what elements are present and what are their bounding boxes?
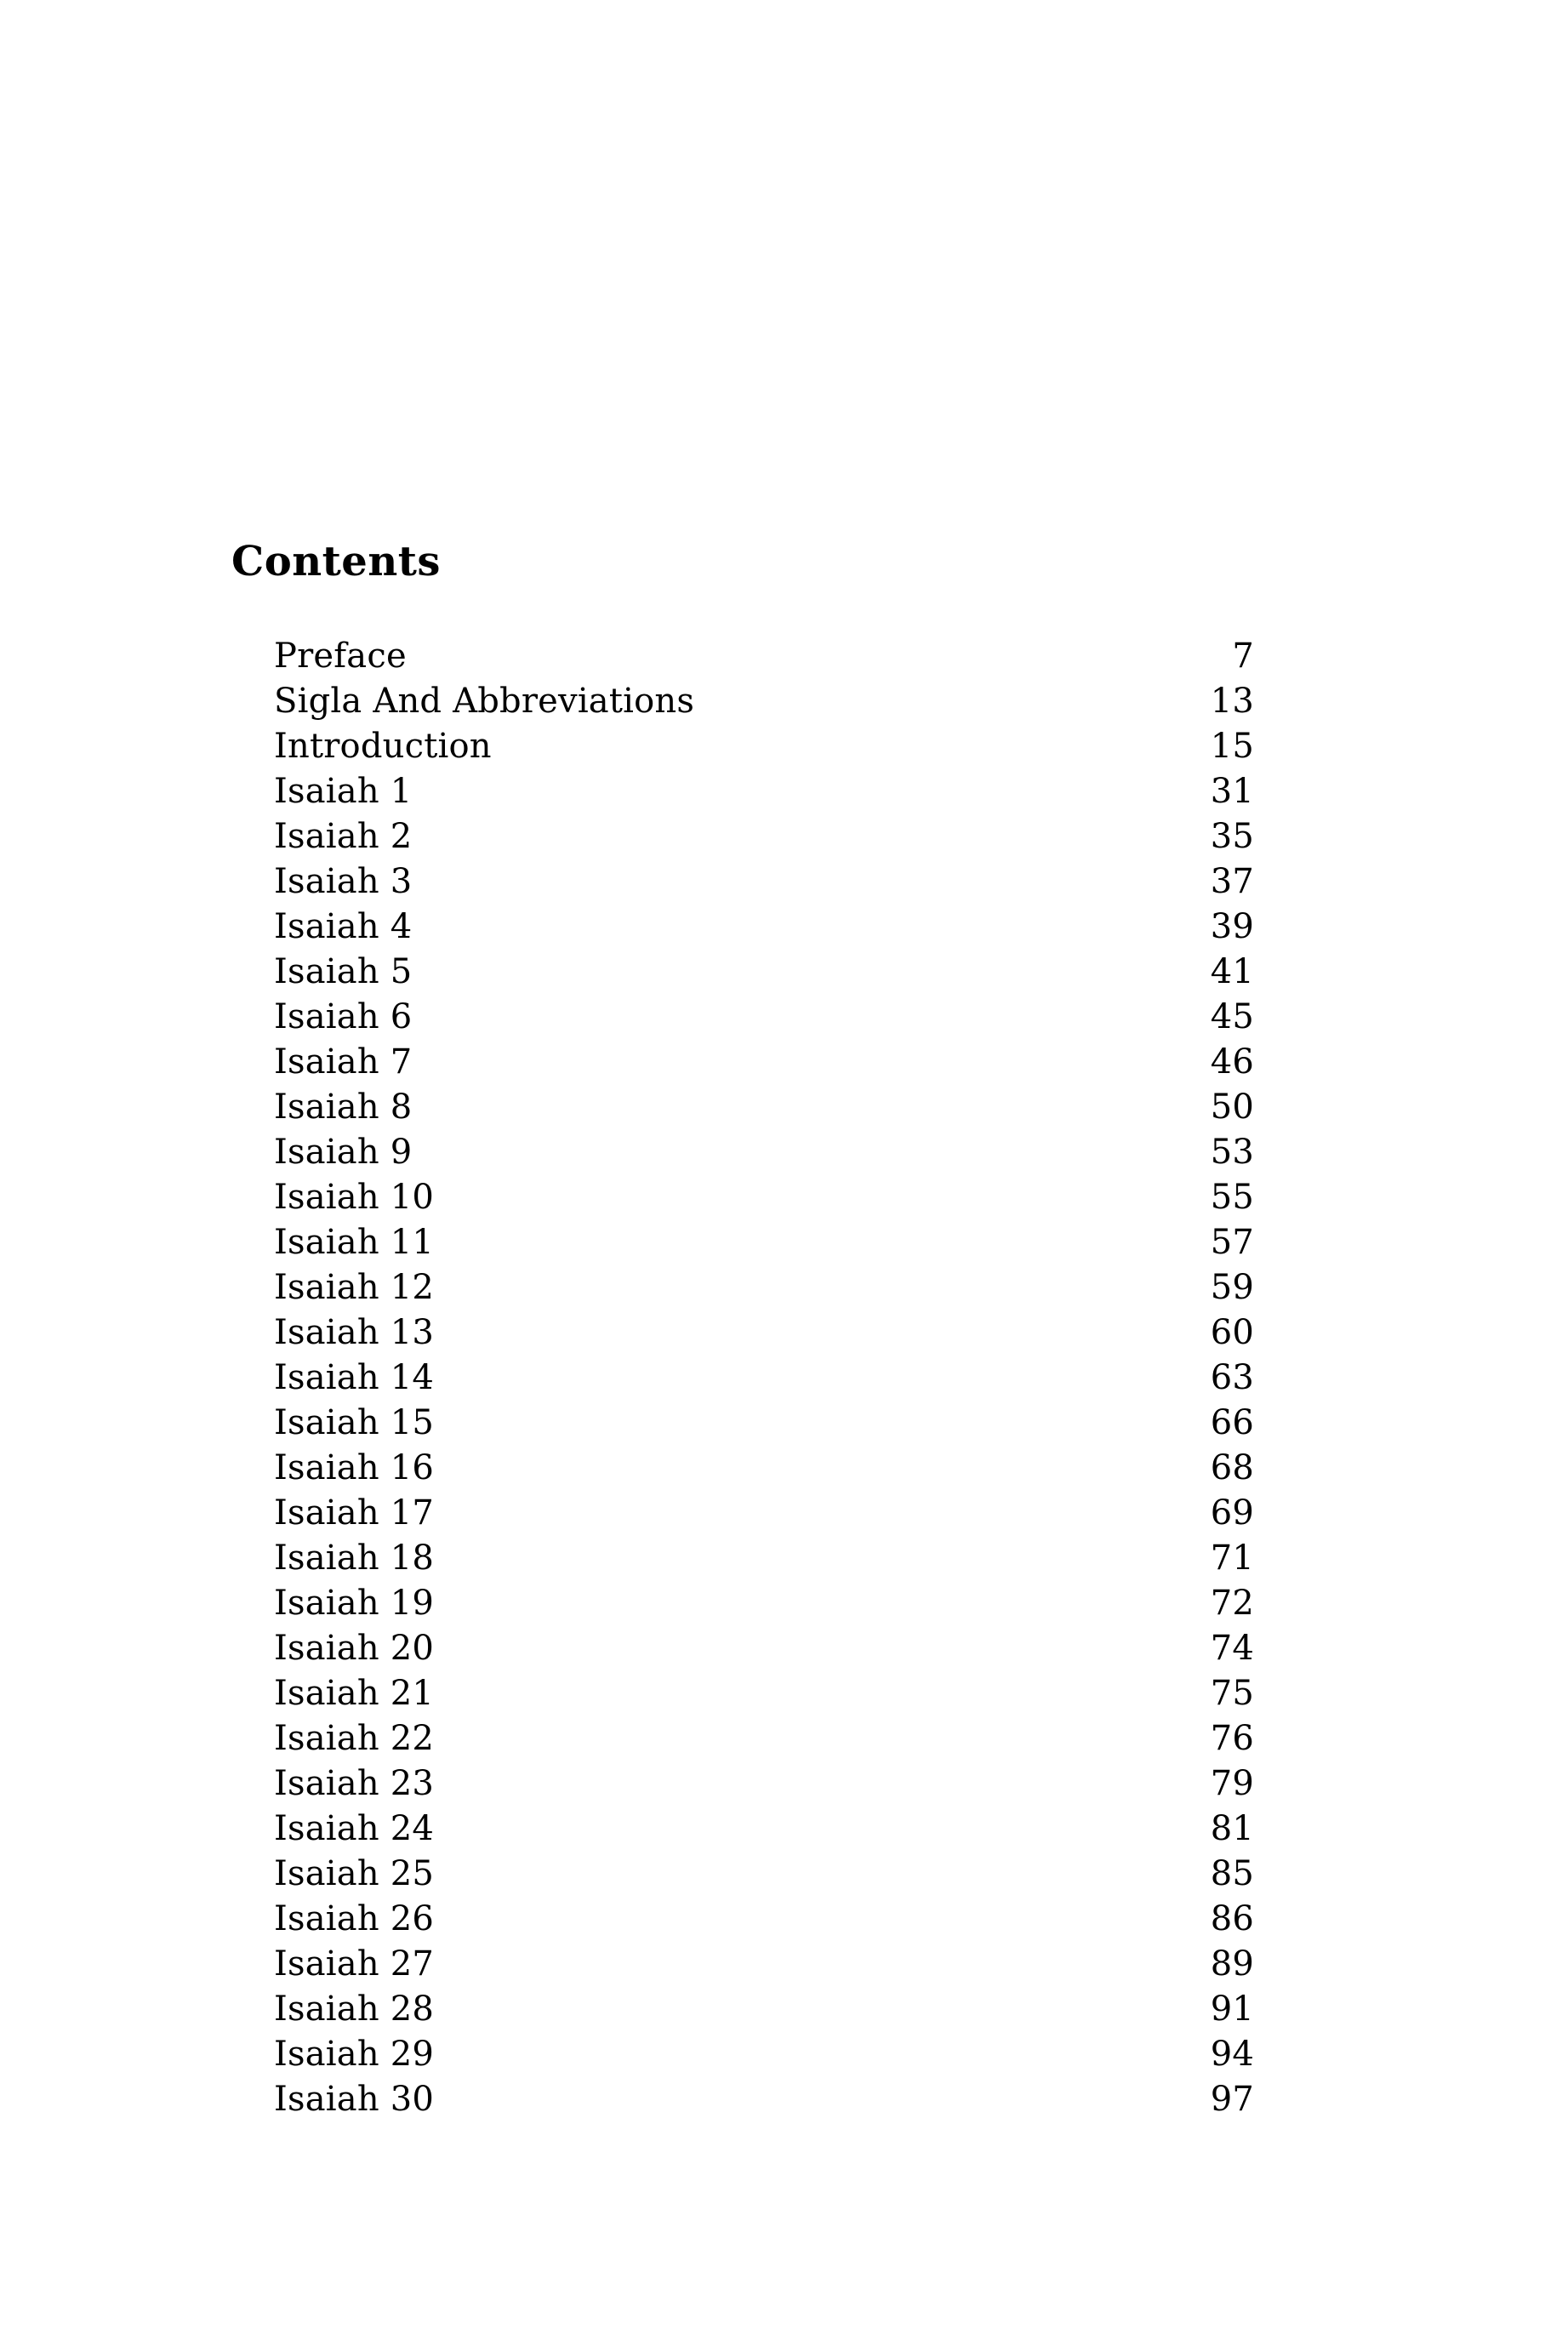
toc-entry-title: Isaiah 11 (274, 1223, 434, 1262)
toc-entry-title: Isaiah 9 (274, 1133, 413, 1172)
toc-entry-title: Introduction (274, 727, 492, 766)
toc-entry-title: Isaiah 19 (274, 1584, 434, 1623)
toc-entry (274, 995, 1254, 1040)
toc-entry-page-number: 15 (1210, 727, 1254, 766)
toc-entry-title: Isaiah 28 (274, 1989, 434, 2029)
toc-entry-title: Isaiah 14 (274, 1358, 434, 1397)
toc-entry-page-number: 68 (1210, 1448, 1254, 1487)
toc-entry-title: Preface (274, 637, 407, 676)
toc-entry-page-number: 60 (1210, 1313, 1254, 1352)
toc-entry-title: Isaiah 23 (274, 1764, 434, 1803)
toc-entry-page-number: 35 (1210, 817, 1254, 856)
toc-entry (274, 724, 1254, 769)
toc-entry (274, 2077, 1254, 2122)
toc-entry-page-number: 75 (1210, 1674, 1254, 1713)
toc-entry (274, 905, 1254, 950)
toc-entry (274, 1987, 1254, 2032)
toc-entry-title: Isaiah 13 (274, 1313, 434, 1352)
toc-entry-title: Isaiah 5 (274, 952, 413, 991)
toc-entry-page-number: 59 (1210, 1268, 1254, 1307)
toc-entry (274, 1356, 1254, 1401)
toc-entry (274, 1942, 1254, 1987)
toc-entry-page-number: 37 (1210, 862, 1254, 901)
toc-entry-page-number: 72 (1210, 1584, 1254, 1623)
toc-entry (274, 1807, 1254, 1852)
toc-entry (274, 814, 1254, 859)
toc-entry (274, 1401, 1254, 1446)
toc-entry (274, 2032, 1254, 2077)
toc-entry-title: Isaiah 29 (274, 2035, 434, 2074)
toc-entry (274, 1446, 1254, 1491)
toc-entry-page-number: 46 (1210, 1042, 1254, 1082)
toc-entry (274, 950, 1254, 995)
toc-entry-title: Isaiah 6 (274, 997, 413, 1036)
toc-entry-page-number: 57 (1210, 1223, 1254, 1262)
toc-entry (274, 1310, 1254, 1356)
toc-entry (274, 1536, 1254, 1581)
toc-entry-page-number: 66 (1210, 1403, 1254, 1442)
toc-entry-title: Isaiah 18 (274, 1539, 434, 1578)
toc-entry-title: Isaiah 16 (274, 1448, 434, 1487)
toc-entry (274, 859, 1254, 905)
table-of-contents (274, 634, 1254, 2122)
toc-entry (274, 1626, 1254, 1671)
toc-entry-title: Isaiah 7 (274, 1042, 413, 1082)
toc-entry-title: Isaiah 8 (274, 1088, 413, 1127)
toc-entry-page-number: 69 (1210, 1493, 1254, 1533)
toc-entry-page-number: 76 (1210, 1719, 1254, 1758)
toc-entry (274, 1761, 1254, 1807)
toc-entry (274, 1581, 1254, 1626)
toc-entry (274, 1852, 1254, 1897)
toc-entry (274, 1040, 1254, 1085)
toc-entry-title: Isaiah 2 (274, 817, 413, 856)
toc-entry-page-number: 86 (1210, 1899, 1254, 1938)
toc-entry-page-number: 41 (1210, 952, 1254, 991)
toc-entry (274, 1897, 1254, 1942)
toc-entry (274, 1130, 1254, 1175)
toc-entry-page-number: 31 (1210, 772, 1254, 811)
toc-entry-page-number: 97 (1210, 2080, 1254, 2119)
toc-entry-title: Isaiah 1 (274, 772, 413, 811)
toc-entry-title: Isaiah 26 (274, 1899, 434, 1938)
page-title: Contents (231, 538, 441, 585)
toc-entry-title: Isaiah 17 (274, 1493, 434, 1533)
toc-entry-page-number: 91 (1210, 1989, 1254, 2029)
toc-entry-page-number: 74 (1210, 1629, 1254, 1668)
toc-entry-title: Isaiah 20 (274, 1629, 434, 1668)
toc-entry-page-number: 89 (1210, 1944, 1254, 1984)
toc-entry (274, 679, 1254, 724)
toc-entry (274, 634, 1254, 679)
toc-entry-title: Sigla And Abbreviations (274, 682, 695, 721)
toc-entry-page-number: 85 (1210, 1854, 1254, 1893)
toc-entry (274, 769, 1254, 814)
toc-entry-title: Isaiah 21 (274, 1674, 434, 1713)
toc-entry-title: Isaiah 12 (274, 1268, 434, 1307)
toc-entry-page-number: 81 (1210, 1809, 1254, 1848)
toc-entry-title: Isaiah 24 (274, 1809, 434, 1848)
toc-entry (274, 1220, 1254, 1265)
toc-entry-title: Isaiah 10 (274, 1178, 434, 1217)
toc-entry-page-number: 71 (1210, 1539, 1254, 1578)
toc-entry (274, 1716, 1254, 1761)
toc-entry-page-number: 94 (1210, 2035, 1254, 2074)
toc-entry-page-number: 63 (1210, 1358, 1254, 1397)
toc-entry-page-number: 45 (1210, 997, 1254, 1036)
toc-entry-page-number: 13 (1210, 682, 1254, 721)
toc-entry (274, 1265, 1254, 1310)
toc-entry-title: Isaiah 15 (274, 1403, 434, 1442)
toc-entry-title: Isaiah 4 (274, 907, 413, 946)
toc-entry-title: Isaiah 25 (274, 1854, 434, 1893)
toc-entry-title: Isaiah 27 (274, 1944, 434, 1984)
toc-entry-page-number: 79 (1210, 1764, 1254, 1803)
toc-entry-page-number: 7 (1232, 637, 1254, 676)
toc-entry-page-number: 39 (1210, 907, 1254, 946)
toc-entry (274, 1175, 1254, 1220)
toc-entry-title: Isaiah 30 (274, 2080, 434, 2119)
toc-entry-page-number: 55 (1210, 1178, 1254, 1217)
toc-entry-title: Isaiah 22 (274, 1719, 434, 1758)
toc-entry-title: Isaiah 3 (274, 862, 413, 901)
toc-entry (274, 1671, 1254, 1716)
toc-entry-page-number: 50 (1210, 1088, 1254, 1127)
toc-entry (274, 1085, 1254, 1130)
toc-entry (274, 1491, 1254, 1536)
toc-entry-page-number: 53 (1210, 1133, 1254, 1172)
